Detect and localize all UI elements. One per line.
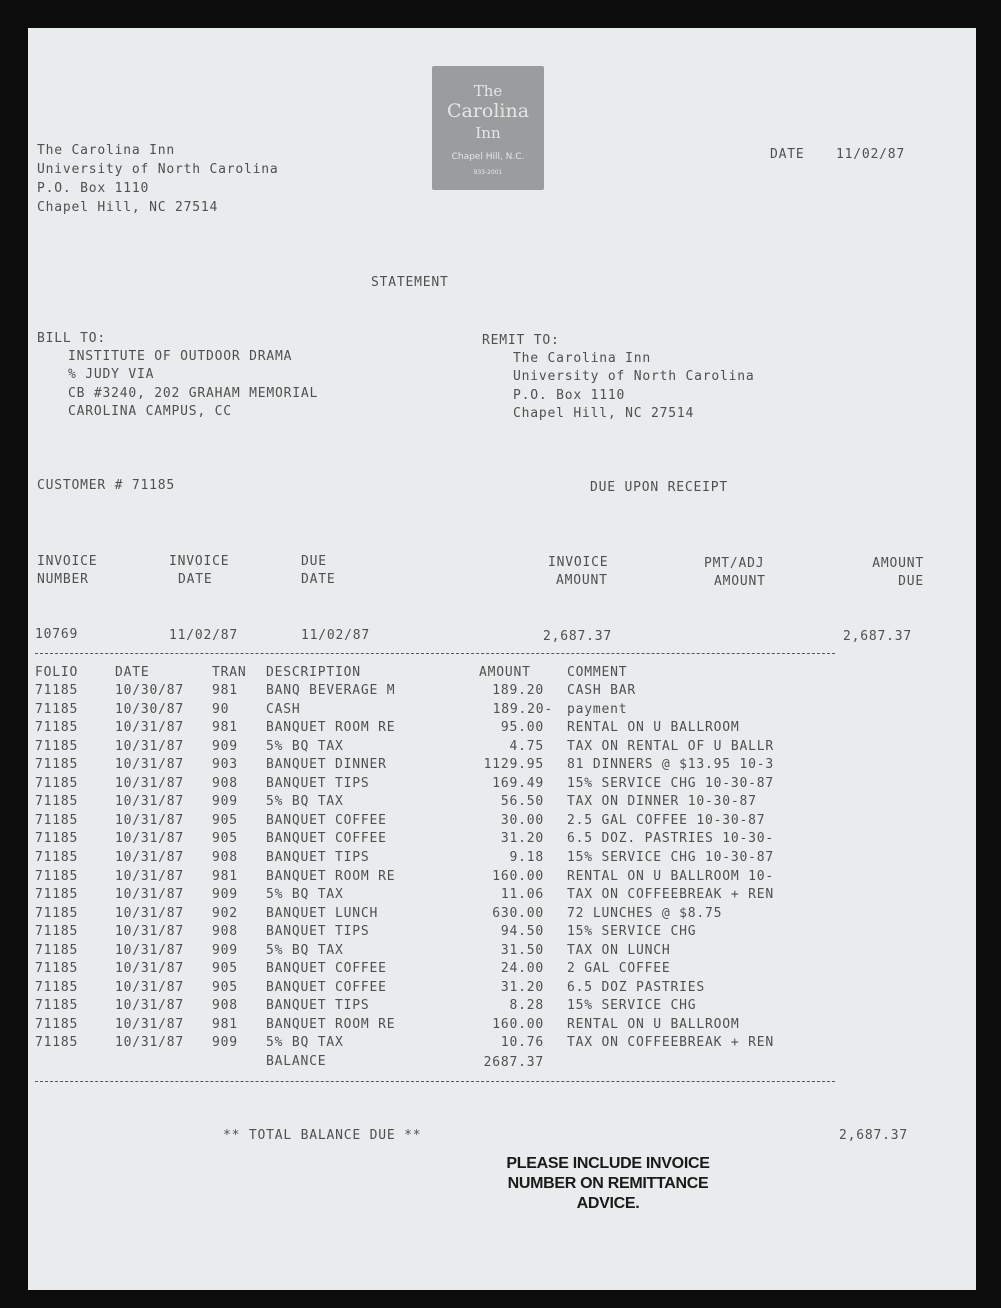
row-folio: 71185	[35, 794, 79, 810]
row-comment: CASH BAR	[567, 683, 637, 698]
balance-value: 2687.37	[483, 1055, 544, 1070]
row-date: 10/31/87	[115, 738, 185, 754]
row-comment: 6.5 DOZ. PASTRIES 10-30-	[567, 831, 775, 847]
table-row	[28, 702, 976, 720]
bill-to-line-1: INSTITUTE OF OUTDOOR DRAMA	[68, 349, 293, 364]
row-folio: 71185	[35, 1016, 79, 1032]
row-amount: 8.28	[509, 998, 544, 1014]
divider-top	[35, 653, 835, 654]
row-tran: 903	[212, 757, 238, 773]
logo-line-4: Chapel Hill, N.C.	[451, 152, 525, 162]
row-description: BANQUET TIPS	[266, 998, 370, 1014]
remit-to-line-3: P.O. Box 1110	[513, 388, 626, 403]
row-folio: 71185	[35, 887, 79, 903]
carolina-inn-logo	[432, 66, 544, 190]
logo-line-5: 933-2001	[473, 169, 503, 176]
table-row	[28, 887, 976, 905]
sender-line-4: Chapel Hill, NC 27514	[37, 200, 219, 215]
remittance-stamp	[468, 1154, 748, 1214]
bill-to-line-4: CAROLINA CAMPUS, CC	[68, 404, 232, 419]
row-description: BANQUET COFFEE	[266, 961, 387, 977]
row-date: 10/31/87	[115, 849, 185, 865]
row-description: 5% BQ TAX	[266, 794, 344, 810]
row-amount: 11.06	[500, 887, 544, 903]
table-row	[28, 683, 976, 701]
table-row	[28, 739, 976, 757]
table-row	[28, 813, 976, 831]
row-amount: 24.00	[500, 961, 544, 977]
header-pmt-adj-2: AMOUNT	[714, 574, 766, 589]
total-label: ** TOTAL BALANCE DUE **	[223, 1128, 422, 1143]
row-amount: 10.76	[500, 1035, 544, 1051]
row-description: CASH	[266, 701, 301, 717]
bill-to-label: BILL TO:	[37, 331, 107, 346]
row-tran: 909	[212, 794, 238, 810]
table-row	[28, 850, 976, 868]
sender-line-2: University of North Carolina	[37, 162, 279, 177]
row-comment: TAX ON COFFEEBREAK + REN	[567, 1035, 775, 1051]
row-folio: 71185	[35, 812, 79, 828]
invoice-number: 10769	[35, 627, 79, 642]
row-comment: payment	[567, 701, 628, 717]
row-description: BANQUET COFFEE	[266, 812, 387, 828]
row-amount: 30.00	[500, 812, 544, 828]
row-folio: 71185	[35, 979, 79, 995]
divider-bottom	[35, 1081, 835, 1082]
sender-line-3: P.O. Box 1110	[37, 181, 150, 196]
row-folio: 71185	[35, 849, 79, 865]
row-folio: 71185	[35, 998, 79, 1014]
statement-heading: STATEMENT	[371, 275, 449, 290]
row-tran: 981	[212, 683, 238, 698]
row-comment: TAX ON DINNER 10-30-87	[567, 794, 757, 810]
row-comment: RENTAL ON U BALLROOM	[567, 1016, 740, 1032]
remit-to-line-1: The Carolina Inn	[513, 351, 652, 366]
row-amount: 189.20	[492, 683, 544, 698]
row-folio: 71185	[35, 775, 79, 791]
row-folio: 71185	[35, 683, 79, 698]
row-comment: 15% SERVICE CHG	[567, 998, 697, 1014]
statement-page	[28, 28, 976, 1290]
row-description: 5% BQ TAX	[266, 942, 344, 958]
date-value: 11/02/87	[836, 147, 906, 162]
row-tran: 981	[212, 868, 238, 884]
row-amount: 1129.95	[483, 757, 544, 773]
row-tran: 908	[212, 849, 238, 865]
row-comment: TAX ON RENTAL OF U BALLR	[567, 738, 775, 754]
row-date: 10/31/87	[115, 757, 185, 773]
row-date: 10/31/87	[115, 720, 185, 736]
row-tran: 905	[212, 831, 238, 847]
table-row	[28, 906, 976, 924]
table-row	[28, 1017, 976, 1035]
row-date: 10/31/87	[115, 1035, 185, 1051]
invoice-date: 11/02/87	[169, 628, 239, 643]
row-comment: 2 GAL COFFEE	[567, 961, 671, 977]
row-description: BANQ BEVERAGE M	[266, 683, 396, 698]
detail-header-folio: FOLIO	[35, 665, 79, 680]
row-tran: 981	[212, 1016, 238, 1032]
header-due-date-1: DUE	[301, 554, 327, 569]
row-amount: 630.00	[492, 905, 544, 921]
row-folio: 71185	[35, 738, 79, 754]
header-due-date-2: DATE	[301, 572, 336, 587]
logo-line-3: Inn	[475, 124, 501, 142]
bill-to-line-2: % JUDY VIA	[68, 367, 155, 382]
row-amount: 189.20-	[492, 701, 553, 717]
row-comment: TAX ON COFFEEBREAK + REN	[567, 887, 775, 903]
row-description: BANQUET LUNCH	[266, 905, 379, 921]
row-tran: 908	[212, 775, 238, 791]
row-amount: 169.49	[492, 775, 544, 791]
table-row	[28, 1035, 976, 1053]
row-date: 10/31/87	[115, 979, 185, 995]
row-tran: 909	[212, 887, 238, 903]
header-invoice-date-1: INVOICE	[169, 554, 230, 569]
row-folio: 71185	[35, 757, 79, 773]
row-amount: 56.50	[500, 794, 544, 810]
row-folio: 71185	[35, 701, 79, 717]
row-amount: 9.18	[509, 849, 544, 865]
row-folio: 71185	[35, 1035, 79, 1051]
row-tran: 909	[212, 1035, 238, 1051]
row-date: 10/31/87	[115, 905, 185, 921]
row-folio: 71185	[35, 905, 79, 921]
row-tran: 908	[212, 998, 238, 1014]
table-row	[28, 943, 976, 961]
invoice-due-date: 11/02/87	[301, 628, 371, 643]
row-tran: 909	[212, 738, 238, 754]
table-row	[28, 961, 976, 979]
row-description: BANQUET COFFEE	[266, 979, 387, 995]
row-amount: 31.50	[500, 942, 544, 958]
remit-to-label: REMIT TO:	[482, 333, 560, 348]
row-date: 10/31/87	[115, 961, 185, 977]
row-description: BANQUET DINNER	[266, 757, 387, 773]
header-invoice-number-1: INVOICE	[37, 554, 98, 569]
detail-header-tran: TRAN	[212, 665, 247, 680]
row-amount: 95.00	[500, 720, 544, 736]
row-tran: 905	[212, 961, 238, 977]
row-description: BANQUET ROOM RE	[266, 720, 396, 736]
table-row	[28, 720, 976, 738]
row-date: 10/31/87	[115, 868, 185, 884]
table-row	[28, 776, 976, 794]
row-tran: 905	[212, 979, 238, 995]
remit-to-line-2: University of North Carolina	[513, 369, 755, 384]
date-label: DATE	[770, 147, 805, 162]
row-amount: 160.00	[492, 868, 544, 884]
row-description: 5% BQ TAX	[266, 887, 344, 903]
header-pmt-adj-1: PMT/ADJ	[704, 556, 765, 571]
row-comment: TAX ON LUNCH	[567, 942, 671, 958]
row-comment: 15% SERVICE CHG 10-30-87	[567, 849, 775, 865]
stamp-line-1: PLEASE INCLUDE INVOICE	[506, 1155, 710, 1172]
header-amount-due-1: AMOUNT	[872, 556, 924, 571]
row-date: 10/31/87	[115, 942, 185, 958]
row-folio: 71185	[35, 924, 79, 940]
header-invoice-number-2: NUMBER	[37, 572, 89, 587]
bill-to-line-3: CB #3240, 202 GRAHAM MEMORIAL	[68, 386, 319, 401]
row-tran: 90	[212, 701, 230, 717]
header-invoice-amount-1: INVOICE	[548, 555, 609, 570]
row-description: BANQUET TIPS	[266, 924, 370, 940]
stamp-line-3: ADVICE.	[576, 1195, 640, 1212]
row-date: 10/31/87	[115, 775, 185, 791]
row-comment: 72 LUNCHES @ $8.75	[567, 905, 723, 921]
row-date: 10/31/87	[115, 831, 185, 847]
detail-header-date: DATE	[115, 665, 150, 680]
row-comment: 2.5 GAL COFFEE 10-30-87	[567, 812, 766, 828]
logo-line-1: The	[473, 82, 503, 100]
row-folio: 71185	[35, 961, 79, 977]
row-description: BANQUET ROOM RE	[266, 868, 396, 884]
row-description: BANQUET TIPS	[266, 775, 370, 791]
row-description: BANQUET TIPS	[266, 849, 370, 865]
detail-header-amount: AMOUNT	[479, 665, 531, 680]
row-amount: 94.50	[500, 924, 544, 940]
row-amount: 31.20	[500, 979, 544, 995]
header-invoice-date-2: DATE	[178, 572, 213, 587]
customer-number: CUSTOMER # 71185	[37, 478, 176, 493]
table-row	[28, 831, 976, 849]
row-description: BANQUET ROOM RE	[266, 1016, 396, 1032]
invoice-amount: 2,687.37	[542, 629, 612, 644]
table-row	[28, 980, 976, 998]
row-tran: 908	[212, 924, 238, 940]
table-row	[28, 794, 976, 812]
sender-line-1: The Carolina Inn	[37, 143, 176, 158]
row-tran: 981	[212, 720, 238, 736]
row-tran: 909	[212, 942, 238, 958]
header-amount-due-2: DUE	[898, 574, 924, 589]
table-row	[28, 757, 976, 775]
row-date: 10/30/87	[115, 701, 185, 717]
invoice-amount-due: 2,687.37	[842, 629, 912, 644]
header-invoice-amount-2: AMOUNT	[556, 573, 608, 588]
row-comment: RENTAL ON U BALLROOM 10-	[567, 868, 775, 884]
row-folio: 71185	[35, 868, 79, 884]
row-date: 10/31/87	[115, 812, 185, 828]
row-date: 10/31/87	[115, 924, 185, 940]
row-date: 10/31/87	[115, 1016, 185, 1032]
row-description: 5% BQ TAX	[266, 738, 344, 754]
table-row	[28, 869, 976, 887]
balance-label: BALANCE	[266, 1054, 327, 1069]
row-date: 10/30/87	[115, 683, 185, 698]
row-tran: 905	[212, 812, 238, 828]
row-amount: 31.20	[500, 831, 544, 847]
row-description: BANQUET COFFEE	[266, 831, 387, 847]
row-comment: 6.5 DOZ PASTRIES	[567, 979, 706, 995]
detail-header-comment: COMMENT	[567, 665, 628, 680]
stamp-line-2: NUMBER ON REMITTANCE	[507, 1175, 709, 1192]
row-comment: 15% SERVICE CHG 10-30-87	[567, 775, 775, 791]
row-date: 10/31/87	[115, 998, 185, 1014]
row-comment: 15% SERVICE CHG	[567, 924, 697, 940]
table-row	[28, 998, 976, 1016]
row-amount: 160.00	[492, 1016, 544, 1032]
detail-header-description: DESCRIPTION	[266, 665, 361, 680]
table-row	[28, 924, 976, 942]
remit-to-line-4: Chapel Hill, NC 27514	[513, 406, 695, 421]
row-folio: 71185	[35, 831, 79, 847]
row-folio: 71185	[35, 720, 79, 736]
row-date: 10/31/87	[115, 794, 185, 810]
row-comment: 81 DINNERS @ $13.95 10-3	[567, 757, 775, 773]
payment-terms: DUE UPON RECEIPT	[590, 480, 729, 495]
row-date: 10/31/87	[115, 887, 185, 903]
row-folio: 71185	[35, 942, 79, 958]
logo-line-2: Carolina	[446, 100, 530, 122]
row-description: 5% BQ TAX	[266, 1035, 344, 1051]
row-tran: 902	[212, 905, 238, 921]
total-value: 2,687.37	[838, 1128, 908, 1143]
row-comment: RENTAL ON U BALLROOM	[567, 720, 740, 736]
row-amount: 4.75	[509, 738, 544, 754]
